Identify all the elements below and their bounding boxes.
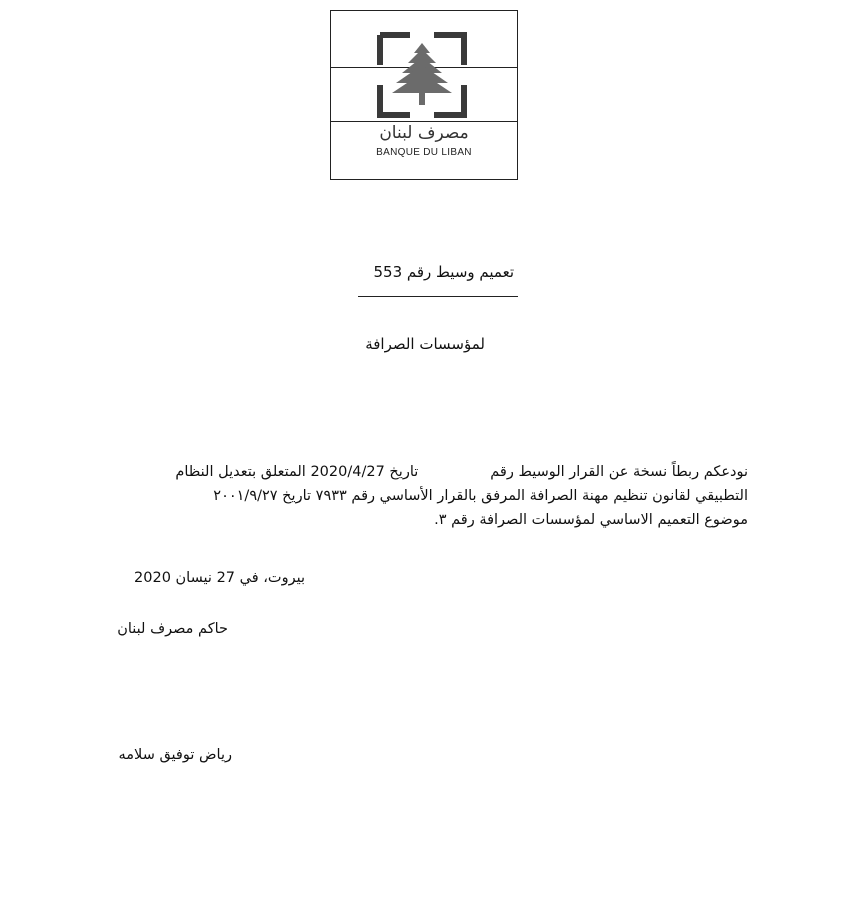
logo-latin-name: BANQUE DU LIBAN [376,147,472,158]
title-underline [358,296,518,297]
logo-arabic-name: مصرف لبنان [379,123,469,143]
body-line-1-part-b: تاريخ 2020/4/27 المتعلق بتعديل النظام [175,464,419,480]
body-line-2: التطبيقي لقانون تنظيم مهنة الصرافة المرفق بالقرار الأساسي رقم ٧٩٣٣ تاريخ ٢٠٠١/٩/٢٧ [213,488,748,504]
body-line-3: موضوع التعميم الاساسي لمؤسسات الصرافة رقم ٣. [434,512,748,528]
cedar-emblem-icon [376,31,468,119]
circular-title: تعميم وسيط رقم 553 [373,263,514,281]
bank-logo [330,10,518,180]
circular-body [98,460,748,532]
place-and-date: بيروت، في 27 نيسان 2020 [134,570,305,586]
recipient-line: لمؤسسات الصرافة [365,335,485,353]
signatory-name: رياض توفيق سلامه [118,747,232,763]
body-line-1 [98,460,748,484]
body-line-1-part-a: نودعكم ربطاً نسخة عن القرار الوسيط رقم [490,464,748,480]
signatory-title: حاكم مصرف لبنان [117,621,228,637]
logo-divider [331,121,517,122]
